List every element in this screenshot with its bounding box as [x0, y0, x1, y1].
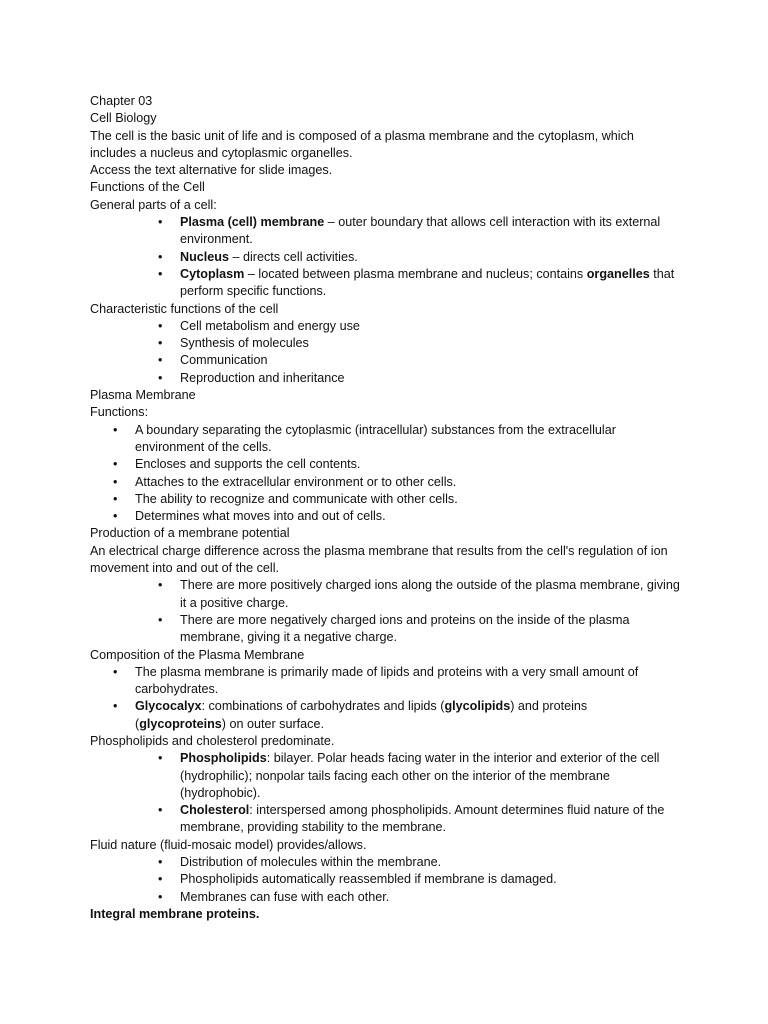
- item-text: ) on outer surface.: [221, 716, 324, 731]
- composition-heading: Composition of the Plasma Membrane: [90, 647, 305, 662]
- term: glycoproteins: [139, 716, 222, 731]
- list-item: [113, 474, 680, 491]
- list-item: [113, 664, 680, 699]
- item-text: Attaches to the extracellular environment or to other cells.: [135, 474, 457, 489]
- fluid-heading: Fluid nature (fluid-mosaic model) provides/allows.: [90, 837, 367, 852]
- term: Glycocalyx: [135, 699, 202, 714]
- potential-paragraph: An electrical charge difference across the plasma membrane that results from the cell's regulation of ion movement into and out of the cell.: [90, 543, 668, 576]
- term: Cholesterol: [180, 803, 250, 818]
- bullet-icon: •: [158, 889, 163, 904]
- item-text: that perform specific functions.: [180, 266, 675, 299]
- chapter-label: Chapter 03: [90, 94, 153, 108]
- term: Plasma (cell) membrane: [180, 215, 325, 230]
- bullet-icon: •: [113, 474, 118, 489]
- term: Phospholipids: [180, 751, 267, 766]
- integral-heading-text: Integral membrane proteins.: [90, 906, 260, 921]
- item-text: Communication: [180, 353, 268, 368]
- item-text: Synthesis of molecules: [180, 336, 309, 351]
- general-parts-heading: General parts of a cell:: [90, 197, 217, 212]
- term: Nucleus: [180, 249, 229, 264]
- term: Cytoplasm: [180, 266, 245, 281]
- item-text: Encloses and supports the cell contents.: [135, 457, 361, 472]
- bullet-icon: •: [113, 699, 118, 714]
- composition-list: [90, 664, 680, 733]
- item-text: : combinations of carbohydrates and lipids (: [201, 699, 445, 714]
- bullet-icon: •: [158, 855, 163, 870]
- term: glycolipids: [444, 699, 511, 714]
- characteristic-heading: Characteristic functions of the cell: [90, 301, 279, 316]
- term: organelles: [586, 266, 650, 281]
- list-item: [158, 871, 680, 888]
- chapter-title: Cell Biology: [90, 111, 157, 126]
- item-text: Cell metabolism and energy use: [180, 318, 360, 333]
- bullet-icon: •: [158, 578, 163, 593]
- list-item: [113, 698, 680, 733]
- bullet-icon: •: [158, 370, 163, 385]
- item-text: A boundary separating the cytoplasmic (intracellular) substances from the extracellular environment of the cells.: [135, 422, 616, 454]
- phospholipids-list: [90, 750, 680, 836]
- potential-heading: Production of a membrane potential: [90, 526, 290, 541]
- item-text: The plasma membrane is primarily made of lipids and proteins with a very small amount of carbohydrates.: [135, 664, 639, 697]
- fluid-list: [90, 854, 680, 906]
- list-item: [113, 422, 680, 457]
- item-text: Membranes can fuse with each other.: [180, 889, 390, 904]
- list-item: [158, 612, 680, 647]
- item-text: : interspersed among phospholipids. Amount determines fluid nature of the membrane, providing stability to the membrane.: [180, 803, 665, 835]
- list-item: [113, 456, 680, 473]
- intro-paragraph: The cell is the basic unit of life and is composed of a plasma membrane and the cytoplasm, which includes a nucleus and cytoplasmic organelles.: [90, 128, 634, 160]
- bullet-icon: •: [158, 336, 163, 351]
- list-item: [158, 318, 680, 335]
- plasma-functions-list: [90, 422, 680, 526]
- list-item: [158, 802, 680, 837]
- item-text: There are more negatively charged ions and proteins on the inside of the plasma membrane, giving it a negative charge.: [180, 612, 630, 645]
- list-item: [158, 266, 680, 301]
- plasma-heading: Plasma Membrane: [90, 388, 196, 403]
- item-text: Reproduction and inheritance: [180, 370, 345, 385]
- list-item: [158, 370, 680, 387]
- bullet-icon: •: [113, 509, 118, 524]
- item-text: Determines what moves into and out of cells.: [135, 509, 386, 524]
- bullet-icon: •: [158, 249, 163, 264]
- cell-parts-list: [90, 214, 680, 300]
- document-body: [90, 93, 680, 923]
- list-item: [158, 577, 680, 612]
- characteristics-list: [90, 318, 680, 387]
- bullet-icon: •: [113, 457, 118, 472]
- list-item: [158, 750, 680, 802]
- list-item: [113, 508, 680, 525]
- bullet-icon: •: [158, 318, 163, 333]
- phospholipids-heading: Phospholipids and cholesterol predominate.: [90, 733, 335, 748]
- bullet-icon: •: [158, 612, 163, 627]
- item-text: The ability to recognize and communicate with other cells.: [135, 491, 458, 506]
- access-link-text: Access the text alternative for slide images.: [90, 163, 333, 178]
- bullet-icon: •: [158, 803, 163, 818]
- integral-heading: [90, 906, 680, 923]
- bullet-icon: •: [158, 266, 163, 281]
- list-item: [158, 854, 680, 871]
- list-item: [158, 335, 680, 352]
- item-text: There are more positively charged ions along the outside of the plasma membrane, giving it a positive charge.: [180, 578, 680, 610]
- item-text: – located between plasma membrane and nucleus; contains: [244, 266, 587, 281]
- plasma-functions-heading: Functions:: [90, 405, 149, 420]
- bullet-icon: •: [113, 664, 118, 679]
- bullet-icon: •: [158, 353, 163, 368]
- bullet-icon: •: [158, 751, 163, 766]
- item-text: ) and proteins (: [135, 699, 588, 731]
- item-text: – outer boundary that allows cell interaction with its external environment.: [180, 215, 661, 247]
- bullet-icon: •: [158, 872, 163, 887]
- list-item: [158, 889, 680, 906]
- potential-list: [90, 577, 680, 646]
- list-item: [113, 491, 680, 508]
- item-text: Distribution of molecules within the membrane.: [180, 855, 442, 870]
- item-text: – directs cell activities.: [229, 249, 358, 264]
- bullet-icon: •: [113, 422, 118, 437]
- functions-heading: Functions of the Cell: [90, 180, 205, 195]
- item-text: Phospholipids automatically reassembled if membrane is damaged.: [180, 872, 557, 887]
- list-item: [158, 352, 680, 369]
- list-item: [158, 249, 680, 266]
- bullet-icon: •: [113, 491, 118, 506]
- list-item: [158, 214, 680, 249]
- item-text: : bilayer. Polar heads facing water in the interior and exterior of the cell (hydrophilic); nonpolar tails facing each other on the interior of the membrane (hydrophobic).: [180, 751, 660, 800]
- bullet-icon: •: [158, 215, 163, 230]
